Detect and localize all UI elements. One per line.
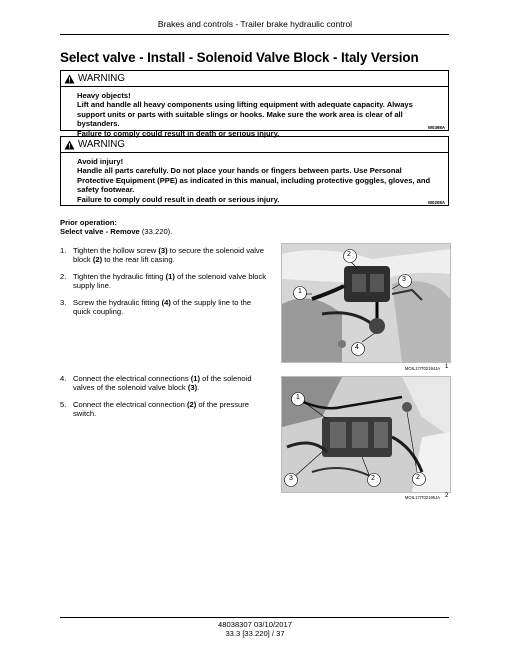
callout-label: 2 xyxy=(371,475,375,482)
procedure-step: 1. Tighten the hollow screw (3) to secure the solenoid valve block (2) to the rear lift casing. xyxy=(60,246,264,265)
procedure-step: 3. Screw the hydraulic fitting (4) of the supply line to the quick coupling. xyxy=(60,297,252,317)
prior-operation-ref[interactable]: (33.220). xyxy=(141,227,173,237)
warning-box-avoid-injury xyxy=(60,136,449,206)
callout-label: 3 xyxy=(402,276,406,283)
prior-operation-link[interactable]: Select valve - Remove xyxy=(60,227,140,237)
figure-2-number: 2 xyxy=(445,493,449,499)
warning-header xyxy=(61,71,448,87)
electrical-connections-photo-illustration xyxy=(282,377,450,492)
procedure-step: 5. Connect the electrical connection (2) of the pressure switch. xyxy=(60,399,250,419)
warning-body xyxy=(61,87,448,138)
prior-operation xyxy=(60,218,172,237)
procedure-steps-4-5 xyxy=(60,374,270,426)
warning-box-heavy-objects xyxy=(60,70,449,138)
warning-header xyxy=(61,137,448,153)
warning-line: Heavy objects! xyxy=(77,91,131,100)
warning-triangle-icon xyxy=(64,140,75,150)
figure-1-caption: MOIL17IT02194JA xyxy=(404,366,440,371)
procedure-step: 2. Tighten the hydraulic fitting (1) of the solenoid valve block supply line. xyxy=(60,271,267,291)
figure-2-photo xyxy=(281,376,451,493)
running-header: Brakes and controls - Trailer brake hydraulic control xyxy=(157,19,353,29)
figure-2-caption: MOIL17IT02195JA xyxy=(404,495,440,500)
figure-1-photo xyxy=(281,243,451,363)
footer-doc-id: 48038307 03/10/2017 xyxy=(218,620,292,629)
footer-rule xyxy=(60,617,449,618)
warning-code: W0208A xyxy=(427,199,445,205)
callout-label: 4 xyxy=(355,344,359,351)
callout-label: 1 xyxy=(296,394,300,401)
warning-heading: WARNING xyxy=(78,139,125,150)
prior-operation-label: Prior operation: xyxy=(60,218,117,227)
callout-label: 3 xyxy=(289,475,293,482)
footer-page-ref: 33.3 [33.220] / 37 xyxy=(225,629,285,639)
callout-label: 2 xyxy=(416,474,420,481)
warning-code: W0398A xyxy=(427,124,445,130)
procedure-step: 4. Connect the electrical connections (1) of the solenoid valves of the solenoid valve block (3). xyxy=(60,374,252,393)
page-title: Select valve - Install - Solenoid Valve Block - Italy Version xyxy=(60,50,419,65)
valve-block-photo-illustration xyxy=(282,244,450,362)
warning-triangle-icon xyxy=(64,74,75,84)
warning-line: Lift and handle all heavy components using lifting equipment with adequate capacity. Always support units or parts with suitable slings or hooks. Make sure the work area is clear of all bystanders. xyxy=(77,100,413,129)
footer xyxy=(0,620,510,638)
warning-heading: WARNING xyxy=(78,73,125,84)
warning-line: Failure to comply could result in death or serious injury. xyxy=(77,128,280,138)
callout-label: 1 xyxy=(298,288,302,295)
callout-label: 2 xyxy=(347,251,351,258)
procedure-steps-1-3 xyxy=(60,246,270,323)
header-rule xyxy=(60,34,449,35)
warning-line: Failure to comply could result in death or serious injury. xyxy=(77,194,280,204)
warning-line: Avoid injury! xyxy=(77,157,124,166)
warning-body xyxy=(61,153,448,210)
warning-line: Handle all parts carefully. Do not place your hands or fingers between parts. Use Personal Protective Equipment (PPE) as indicated in this manual, including protective goggles, gloves, and safety footwear. xyxy=(77,166,431,195)
figure-1-number: 1 xyxy=(445,364,449,370)
